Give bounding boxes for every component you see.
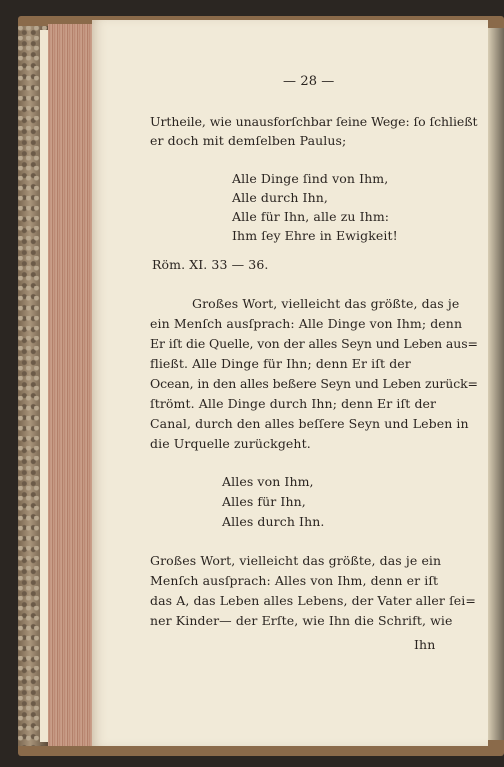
- quote-line: Alle durch Ihn,: [232, 190, 328, 205]
- text-line: Ocean, in den alles beßere Seyn und Leben zurück=: [150, 376, 478, 391]
- text-line: Urtheile, wie unausforſchbar ſeine Wege: ſo ſchließt: [150, 114, 478, 129]
- quote-line: Alles für Ihn,: [222, 494, 306, 509]
- page-right-shadow: [488, 28, 504, 740]
- text-line: ein Menſch ausſprach: Alle Dinge von Ihm; denn: [150, 316, 463, 331]
- text-line: ſtrömt. Alle Dinge durch Ihn; denn Er iſt der: [150, 396, 437, 411]
- page-number: — 28 —: [283, 74, 335, 89]
- text-line: Canal, durch den alles beſſere Seyn und Leben in: [150, 416, 469, 431]
- text-line: Er iſt die Quelle, von der alles Seyn und Leben aus=: [150, 336, 478, 351]
- text-line: er doch mit demſelben Paulus;: [150, 133, 347, 148]
- text-line: fließt. Alle Dinge für Ihn; denn Er iſt der: [150, 356, 411, 371]
- text-line: Menſch ausſprach: Alles von Ihm, denn er iſt: [150, 573, 439, 588]
- citation: Röm. XI. 33 — 36.: [152, 257, 269, 272]
- text-line: das A, das Leben alles Lebens, der Vater aller ſei=: [150, 593, 476, 608]
- text-line: Großes Wort, vielleicht das größte, das je: [192, 296, 460, 311]
- text-line: Großes Wort, vielleicht das größte, das je ein: [150, 553, 442, 568]
- quote-line: Alle für Ihn, alle zu Ihm:: [232, 209, 390, 224]
- quote-line: Alles durch Ihn.: [222, 514, 325, 529]
- quote-line: Ihm ſey Ehre in Ewigkeit!: [232, 228, 398, 243]
- catchword: Ihn: [414, 637, 436, 652]
- page-edges: [48, 24, 96, 746]
- quote-line: Alle Dinge ſind von Ihm,: [232, 171, 389, 186]
- quote-line: Alles von Ihm,: [222, 474, 314, 489]
- text-line: die Urquelle zurückgeht.: [150, 436, 311, 451]
- text-line: ner Kinder— der Erſte, wie Ihn die Schrift, wie: [150, 613, 453, 628]
